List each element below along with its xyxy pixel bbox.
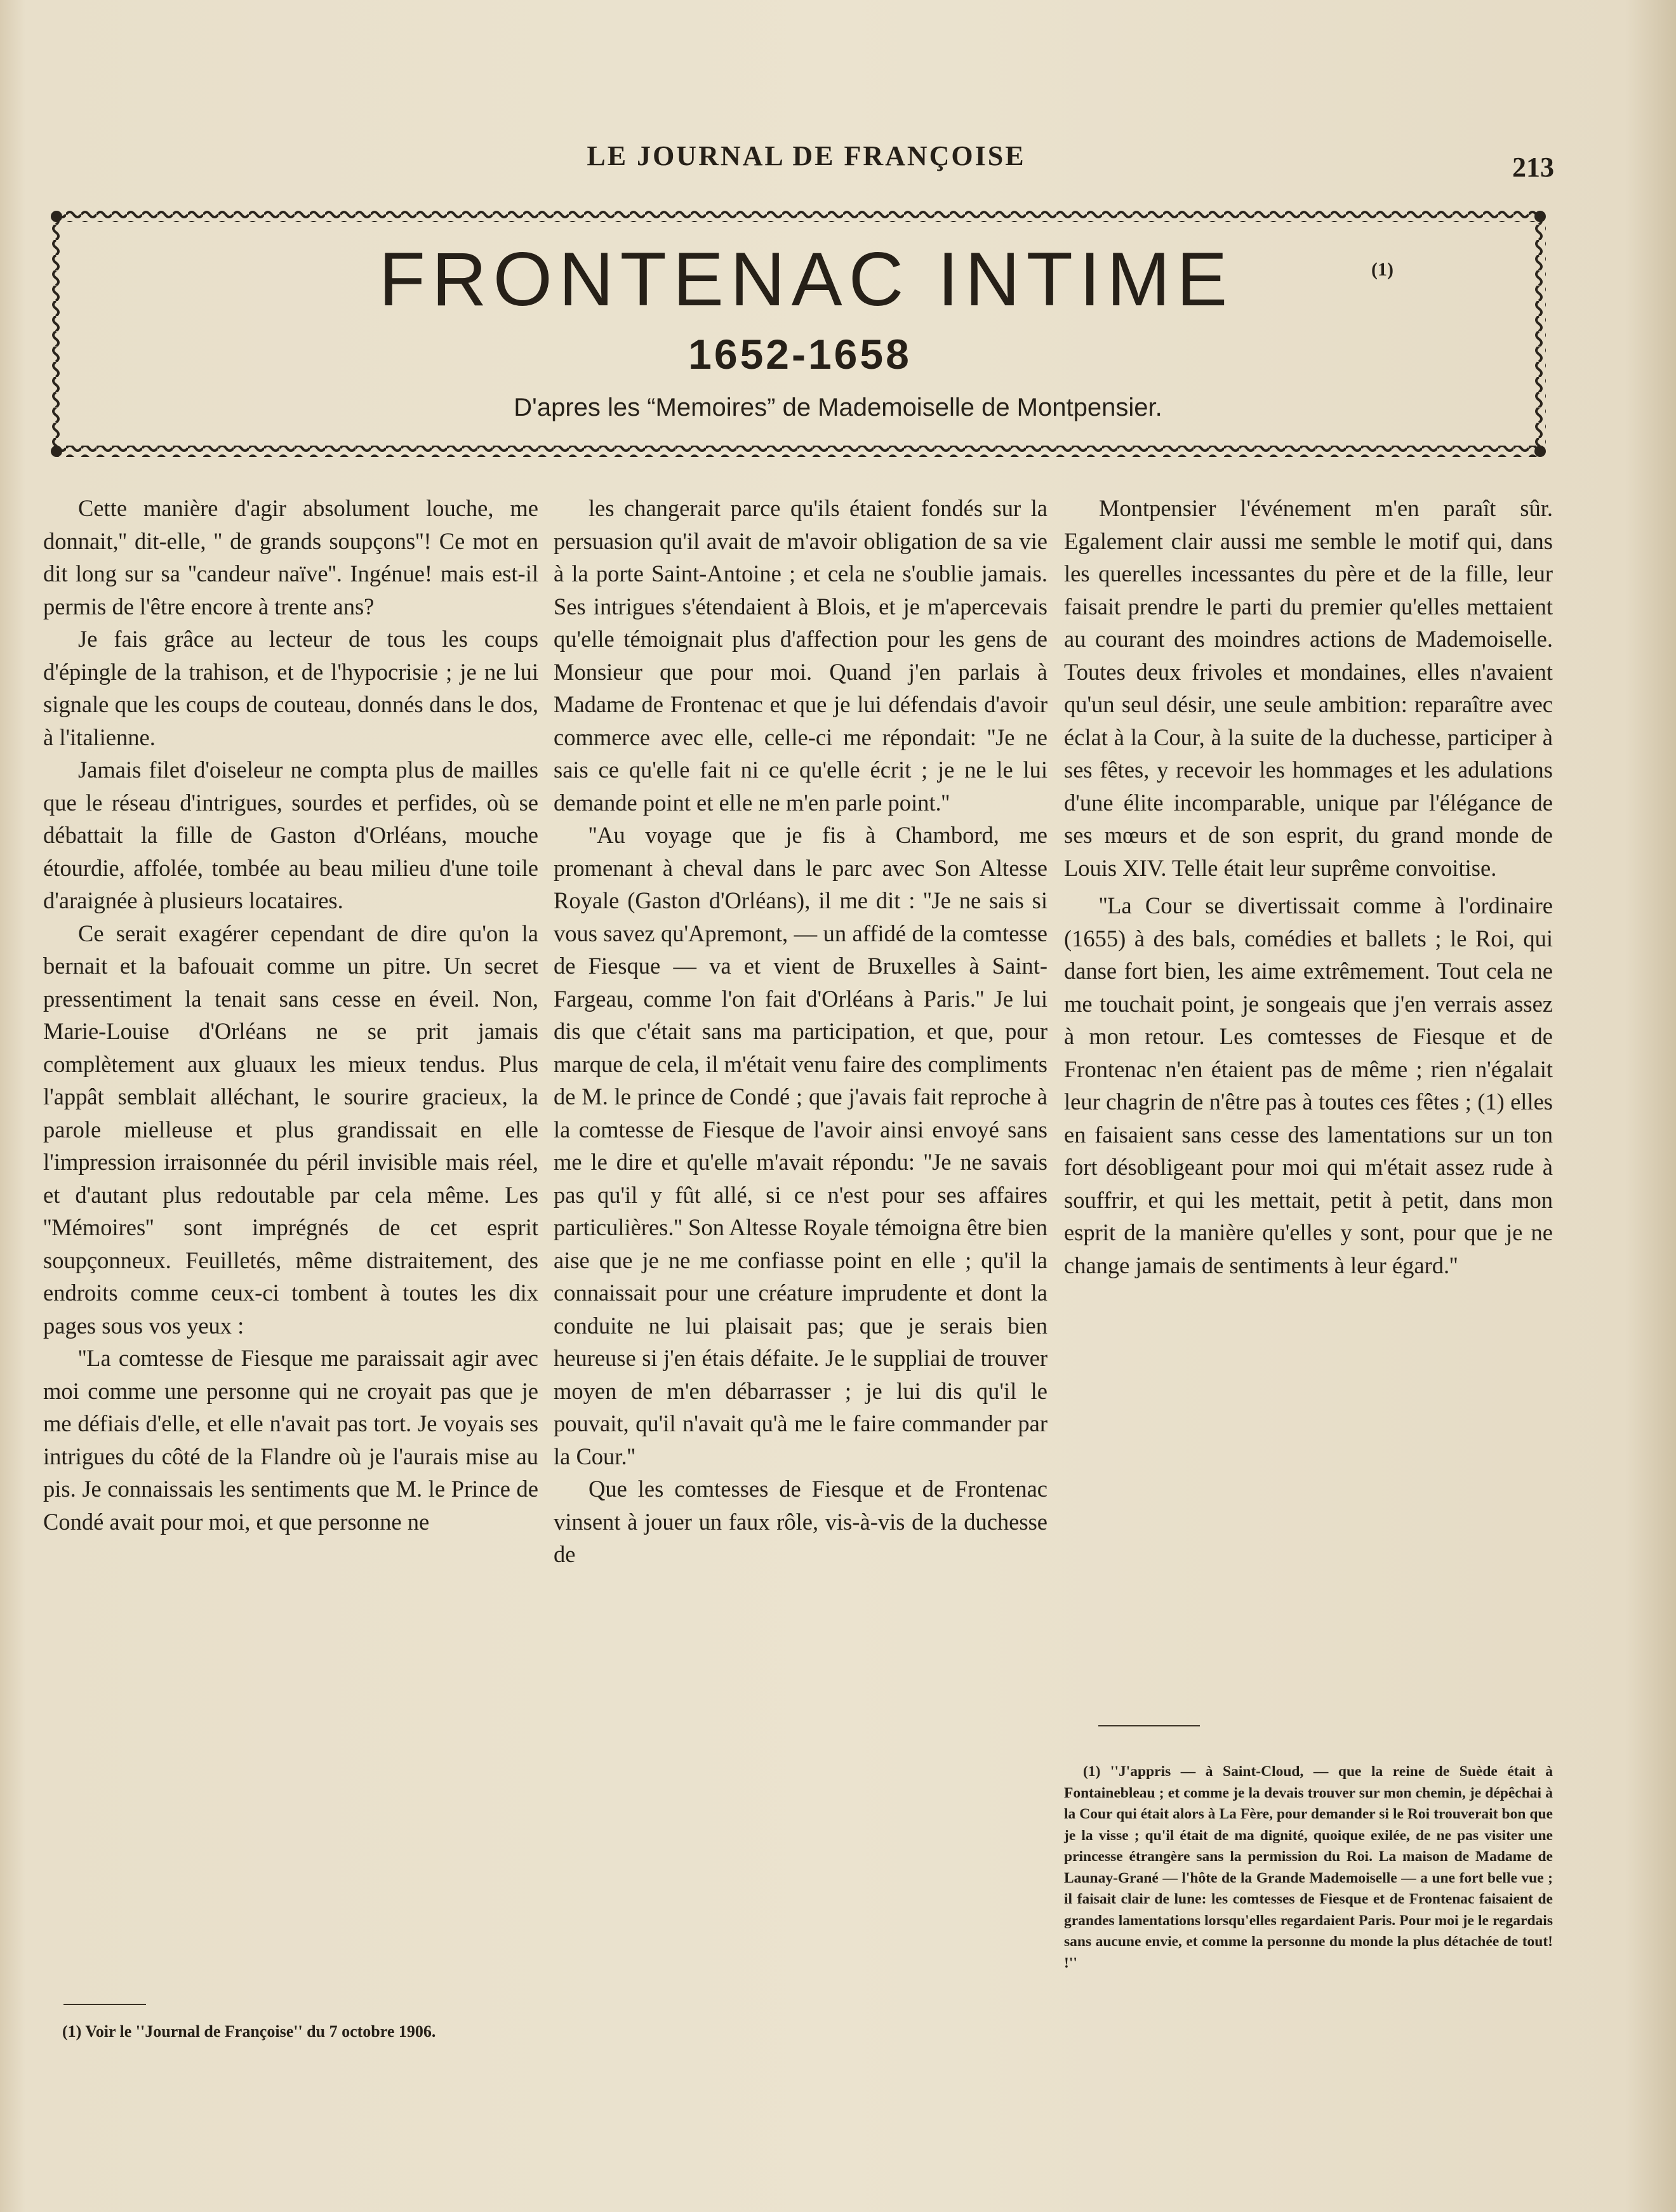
running-title: LE JOURNAL DE FRANÇOISE [587, 140, 1026, 171]
text-column-2 [554, 492, 1048, 1571]
paragraph: ''Au voyage que je fis à Chambord, me promenant à cheval dans le parc avec Son Altesse Royale (Gaston d'Orléans), il me dit : ''Je ne sais si vous savez qu'Apremont, — un affidé de la comtesse de Fiesque — va et vient de Bruxelles à Saint-Fargeau, comme l'on fait d'Orléans à Paris.'' Je lui dis que c'était sans ma participation, et que, pour marque de cela, il m'était venu faire des compliments de M. le prince de Condé ; que j'avais fait reproche à la comtesse de Fiesque de l'avoir ainsi envoyé sans me le dire et qu'elle m'avait répondu: ''Je ne savais pas qu'il y fût allé, si ce n'est pour ses affaires particulières.'' Son Altesse Royale témoigna être bien aise que je ne me confiasse point en elle ; qu'il la connaissait pour une créature imprudente et dont la conduite ne lui plaisait pas; que je serais bien heureuse si j'en étais défaite. Je le suppliai de trouver moyen de m'en débarrasser ; je lui dis qu'il le pouvait, qu'il n'avait qu'à me le faire commander par la Cour.'' [554, 822, 1048, 1469]
article-title: FRONTENAC INTIME [378, 237, 1234, 322]
title-frame [51, 209, 1546, 457]
paragraph: Montpensier l'événement m'en paraît sûr. Egalement clair aussi me semble le motif qui, dans les querelles incessantes du père et de la fille, leur faisait prendre le parti du premier qu'elles mettaient au courant des moindres actions de Mademoiselle. Toutes deux frivoles et mondaines, elles n'avaient qu'un seul désir, une seule ambition: reparaître avec éclat à la Cour, à la suite de la duchesse, participer à ses fêtes, y recevoir les hommages et les adulations d'une élite incomparable, unique par l'élégance de ses mœurs et de son esprit, du grand monde de Louis XIV. Telle était leur suprême convoitise. [1064, 495, 1553, 881]
footnote-divider [63, 2004, 146, 2005]
article-subtitle: D'apres les “Memoires” de Mademoiselle de Montpensier. [514, 394, 1162, 421]
paragraph: Je fais grâce au lecteur de tous les coups d'épingle de la trahison, et de l'hypocrisie ; je ne lui signale que les coups de couteau, donnés dans le dos, à l'italienne. [43, 626, 538, 750]
paragraph: Jamais filet d'oiseleur ne compta plus de mailles que le réseau d'intrigues, sourdes et perfides, où se débattait la fille de Gaston d'Orléans, mouche étourdie, affolée, tombée au beau milieu d'une toile d'araignée à plusieurs locataires. [43, 757, 538, 913]
paragraph: Cette manière d'agir absolument louche, me donnait,'' dit-elle, '' de grands soupçons''! Ce mot en dit long sur sa ''candeur naïve''. Ingénue! mais est-il permis de l'être encore à trente ans? [43, 495, 538, 619]
footnote-divider [1098, 1725, 1200, 1726]
footnote-1 [43, 2018, 538, 2045]
text-column-1 [43, 492, 538, 1538]
article-dates: 1652-1658 [688, 331, 912, 378]
title-footnote-mark: (1) [1371, 259, 1393, 280]
paragraph: les changerait parce qu'ils étaient fondés sur la persuasion qu'il avait de m'avoir obligation de sa vie à la porte Saint-Antoine ; et cela ne s'oublie jamais. Ses intrigues s'étendaient à Blois, et je m'apercevais qu'elle témoignait plus d'affection pour les gens de Monsieur que pour moi. Quand j'en parlais à Madame de Frontenac et que je lui défendais d'avoir commerce avec elle, celle-ci me répondait: ''Je ne sais ce qu'elle fait ni ce qu'elle écrit ; je ne le lui demande point et elle ne m'en parle point.'' [554, 495, 1048, 816]
footnote-text: (1) Voir le ''Journal de Françoise'' du 7 octobre 1906. [62, 2022, 436, 2041]
paragraph: Que les comtesses de Fiesque et de Frontenac vinsent à jouer un faux rôle, vis-à-vis de la duchesse de [554, 1476, 1048, 1567]
paragraph: ''La Cour se divertissait comme à l'ordinaire (1655) à des bals, comédies et ballets ; le Roi, qui danse fort bien, les aime extrêmement. Tout cela ne me touchait point, je songeais que j'en verrais assez à mon retour. Les comtesses de Fiesque et de Frontenac n'en étaient pas de même ; rien n'égalait leur chagrin de n'être pas à toutes ces fêtes ; (1) elles en faisaient sans cesse des lamentations sur un ton fort désobligeant pour moi qui m'était assez rude à souffrir, et qui les mettait, petit à petit, dans mon esprit de la manière qu'elles y sont, pour que je ne change jamais de sentiments à leur égard.'' [1064, 892, 1553, 1278]
footnote-2 [1064, 1761, 1553, 1974]
paragraph: ''La comtesse de Fiesque me paraissait agir avec moi comme une personne qui ne croyait pas que je me défiais d'elle, et elle n'avait pas tort. Je voyais ses intrigues du côté de la Flandre où je l'aurais mise au pis. Je connaissais les sentiments que M. le Prince de Condé avait pour moi, et que personne ne [43, 1345, 538, 1535]
footnote-text: (1) ''J'appris — à Saint-Cloud, — que la reine de Suède était à Fontainebleau ; et comme je la devais trouver sur mon chemin, je dépêchai à la Cour qui était alors à La Fère, pour demander si le Roi trouverait bon que je la visse ; qu'il était de ma dignité, quoique exilée, de ne pas visiter une princesse étrangère sans la permission du Roi. La maison de Madame de Launay-Grané — l'hôte de la Grande Mademoiselle — a une fort belle vue ; il faisait clair de lune: les comtesses de Fiesque et de Frontenac faisaient de grandes lamentations lorsqu'elles regardaient Paris. Pour moi je le regardais sans aucune envie, et comme la personne du monde la plus détachée de tout! !'' [1064, 1763, 1553, 1971]
paragraph: Ce serait exagérer cependant de dire qu'on la bernait et la bafouait comme un pitre. Un secret pressentiment la tenait sans cesse en éveil. Non, Marie-Louise d'Orléans ne se prit jamais complètement aux gluaux les mieux tendus. Plus l'appât semblait alléchant, le sourire gracieux, la parole mielleuse et plus grandissait en elle l'impression irraisonnée du péril invisible mais réel, et d'autant plus redoutable par cela même. Les ''Mémoires'' sont imprégnés de cet esprit soupçonneux. Feuilletés, même distraitement, des endroits comme ceux-ci tombent à toutes les dix pages sous vos yeux : [43, 920, 538, 1339]
text-column-3 [1064, 492, 1553, 1282]
page-number: 213 [1512, 152, 1554, 183]
